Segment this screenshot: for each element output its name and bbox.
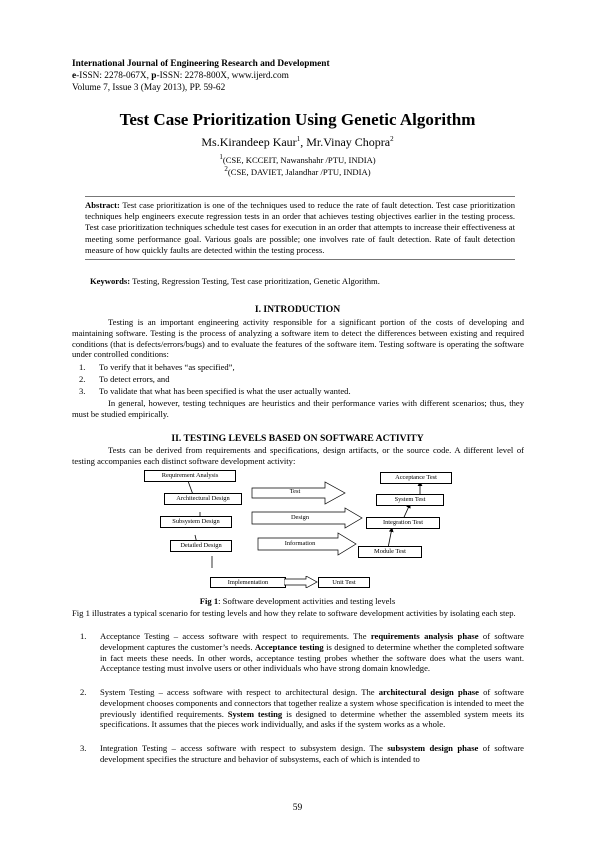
box-module-test: Module Test <box>358 546 422 558</box>
implementation-to-unit-test-arrow <box>284 576 318 588</box>
list-item-acceptance: 1. Acceptance Testing – access software with respect to requirements. The requirements analysis phase of software development captures the customer’s needs. Acceptance testing is designed to determine whether the completed software in fact meets these needs. In other words, acceptance testing probes whether the software does what the users want. Acceptance testing must involve users or other individuals who have strong domain knowledge. <box>80 631 524 674</box>
list-item-integration: 3. Integration Testing – access software with respect to subsystem design. The subsystem design phase of software development specifies the structure and behavior of subsystems, each of which is intended to <box>80 743 524 764</box>
list-item: 2. To detect errors, and <box>79 374 170 384</box>
section-heading-testing-levels: II. TESTING LEVELS BASED ON SOFTWARE ACTIVITY <box>171 433 424 444</box>
box-requirement-analysis: Requirement Analysis <box>144 470 236 482</box>
arrow-label-information: Information <box>284 540 316 547</box>
intro-paragraph-2: In general, however, testing techniques are heuristics and their performance varies with different scenarios; thus, they must be studied empirically. <box>72 398 524 419</box>
paper-title: Test Case Prioritization Using Genetic Algorithm <box>119 110 476 129</box>
figure-caption: Fig 1: Software development activities and testing levels <box>199 596 396 606</box>
list-item: 1. To verify that it behaves “as specified”, <box>79 362 235 372</box>
affiliation-2: $^2$(CSE, DAVIET, Jalandhar /PTU, INDIA) <box>224 165 371 177</box>
journal-name: International Journal of Engineering Research and Development <box>72 59 330 69</box>
affiliation-1: $^1$(CSE, KCCEIT, Nawanshahr /PTU, INDIA) <box>219 153 376 165</box>
box-integration-test: Integration Test <box>366 517 440 529</box>
keywords: Keywords: Testing, Regression Testing, Test case prioritization, Genetic Algorithm. <box>90 276 380 286</box>
figure-diagram <box>140 468 460 568</box>
box-architectural-design: Architectural Design <box>164 493 242 505</box>
intro-paragraph: Testing is an important engineering activity responsible for a significant portion of the costs of developing and maintaining software. Testing is the process of analyzing a software item to detect the differences between existing and required conditions (that is defects/errors/bugs) and to evaluate the features of the software item. Testing software is operating the software under controlled conditions: <box>72 317 524 360</box>
page-number: 59 <box>292 803 303 813</box>
authors: Ms.Kirandeep Kaur$^1$, Mr.Vinay Chopra$^2$ <box>201 135 394 149</box>
testing-levels-paragraph: Tests can be derived from requirements and specifications, design artifacts, or the source code. A different level of testing accompanies each distinct software development activity: <box>72 445 524 466</box>
box-acceptance-test: Acceptance Test <box>380 472 452 484</box>
abstract-text: Abstract: Test case prioritization is one of the techniques used to reduce the rate of fault detection. Test case prioritization techniques help engineers execute regression tests in an order that achieves testing objectives earlier in the testing process. Test case prioritization techniques schedule test cases for execution in an order that attempts to increase their effectiveness at meeting some performance goal. Various goals are possible; one involves rate of fault detection. Rate of fault detection measure of how quickly faults are detected within the testing process. <box>85 200 515 255</box>
volume-line: Volume 7, Issue 3 (May 2013), PP. 59-62 <box>72 83 226 93</box>
box-subsystem-design: Subsystem Design <box>160 516 232 528</box>
list-item-system: 2. System Testing – access software with respect to architectural design. The architectural design phase of software development chooses components and connectors that together realize a system whose specification is intended to meet the previously identified requirements. System testing is designed to determine whether the assembled system meets its specifications. It assumes that the pieces work individually, and asks if the system works as a whole. <box>80 687 524 730</box>
abstract-box <box>85 196 515 260</box>
box-system-test: System Test <box>376 494 444 506</box>
arrow-label-test: Test <box>289 488 301 495</box>
arrow-label-design: Design <box>290 514 310 521</box>
figure-explanation: Fig 1 illustrates a typical scenario for testing levels and how they relate to software development activities by isolating each step. <box>72 608 516 618</box>
box-detailed-design: Detailed Design <box>170 540 232 552</box>
issn-line: e-ISSN: 2278-067X, p-ISSN: 2278-800X, www.ijerd.com <box>72 71 289 81</box>
box-unit-test: Unit Test <box>318 577 370 588</box>
list-item: 3. To validate that what has been specified is what the user actually wanted. <box>79 386 351 396</box>
section-heading-introduction: I. INTRODUCTION <box>254 304 341 315</box>
box-implementation: Implementation <box>210 577 286 588</box>
